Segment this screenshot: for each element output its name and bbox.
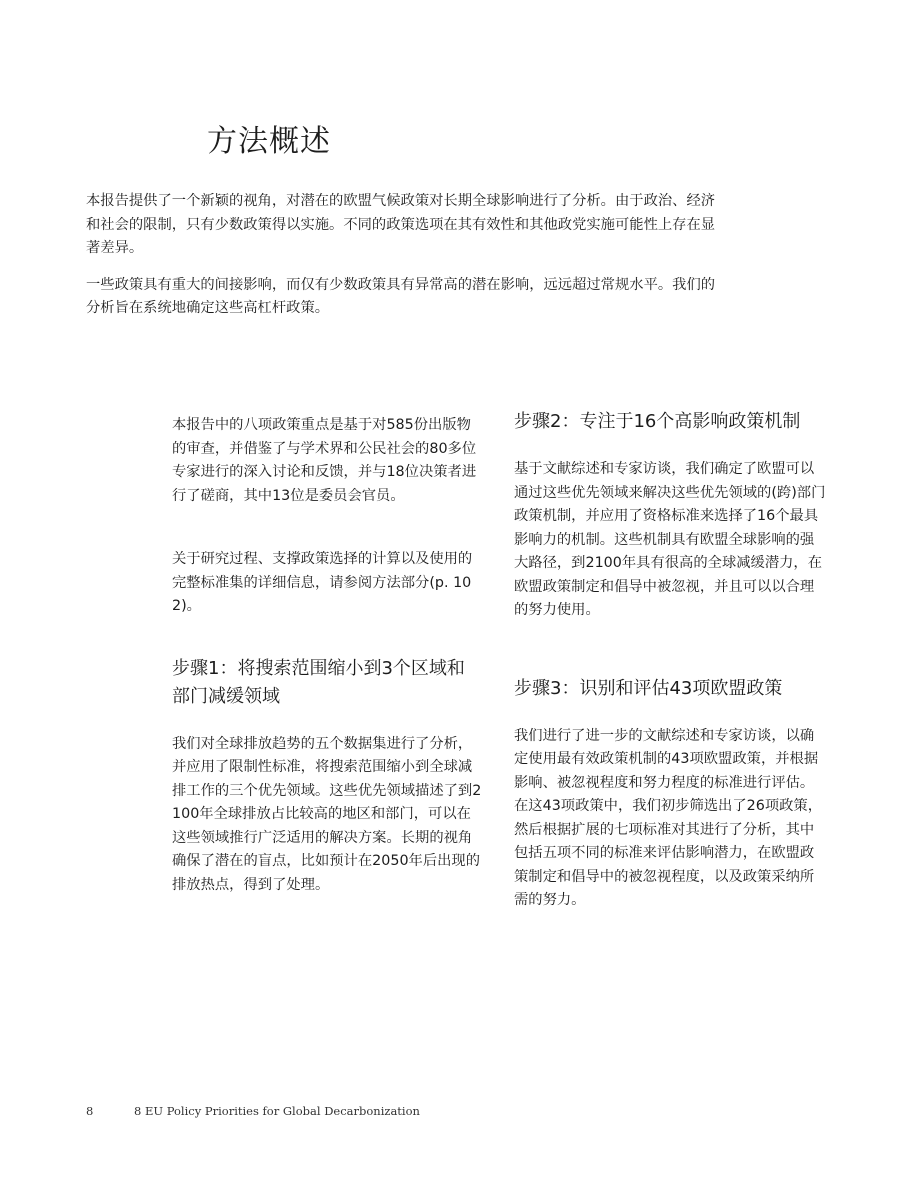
- intro-paragraph: 本报告提供了一个新颖的视角，对潜在的欧盟气候政策对长期全球影响进行了分析。由于政治、经济和社会的限制，只有少数政策得以实施。不同的政策选项在其有效性和其他政党实施可能性上存在显著差异。: [86, 193, 716, 256]
- step1-heading-line1: 步骤1：将搜索范围缩小到3个区域和: [172, 657, 465, 679]
- right-column: [514, 408, 828, 913]
- step2-body: 基于文献综述和专家访谈，我们确定了欧盟可以通过这些优先领域来解决这些优先领域的(跨)部门政策机制，并应用了资格标准来选择了16个最具影响力的机制。这些机制具有欧盟全球影响的强大路径，到2100年具有很高的全球减缓潜力，在欧盟政策制定和倡导中被忽视，并且可以以合理的努力使用。: [514, 461, 826, 618]
- step3-heading: 步骤3：识别和评估43项欧盟政策: [514, 677, 783, 699]
- report-title: 8 EU Policy Priorities for Global Decarbonization: [134, 1104, 420, 1118]
- step2-heading: 步骤2：专注于16个高影响政策机制: [514, 411, 801, 432]
- step1-heading-line2: 部门减缓领域: [172, 685, 280, 707]
- intro-paragraph: 一些政策具有重大的间接影响，而仅有少数政策具有异常高的潜在影响，远远超过常规水平。我们的分析旨在系统地确定这些高杠杆政策。: [86, 276, 716, 316]
- step1-heading: [172, 655, 484, 711]
- evidence-paragraph: 本报告中的八项政策重点是基于对585份出版物的审查，并借鉴了与学术界和公民社会的80多位专家进行的深入讨论和反馈，并与18位决策者进行了磋商，其中13位是委员会官员。: [172, 417, 477, 504]
- page-title: 方法概述: [207, 124, 331, 159]
- methods-reference-paragraph: 关于研究过程、支撑政策选择的计算以及使用的完整标准集的详细信息，请参阅方法部分(p. 102)。: [172, 551, 473, 614]
- left-column: [172, 414, 484, 897]
- intro-section: [86, 190, 716, 334]
- step3-body: 我们进行了进一步的文献综述和专家访谈，以确定使用最有效政策机制的43项欧盟政策，并根据影响、被忽视程度和努力程度的标准进行评估。在这43项政策中，我们初步筛选出了26项政策，然后根据扩展的七项标准对其进行了分析，其中包括五项不同的标准来评估影响潜力，在欧盟政策制定和倡导中的被忽视程度，以及政策采纳所需的努力。: [514, 727, 823, 908]
- step1-body: 我们对全球排放趋势的五个数据集进行了分析，并应用了限制性标准，将搜索范围缩小到全球减排工作的三个优先领域。这些优先领域描述了到2100年全球排放占比较高的地区和部门，可以在这些领域推行广泛适用的解决方案。长期的视角确保了潜在的盲点，比如预计在2050年后出现的排放热点，得到了处理。: [172, 735, 482, 893]
- page-number: 8: [86, 1104, 94, 1118]
- page-footer: [86, 1104, 420, 1118]
